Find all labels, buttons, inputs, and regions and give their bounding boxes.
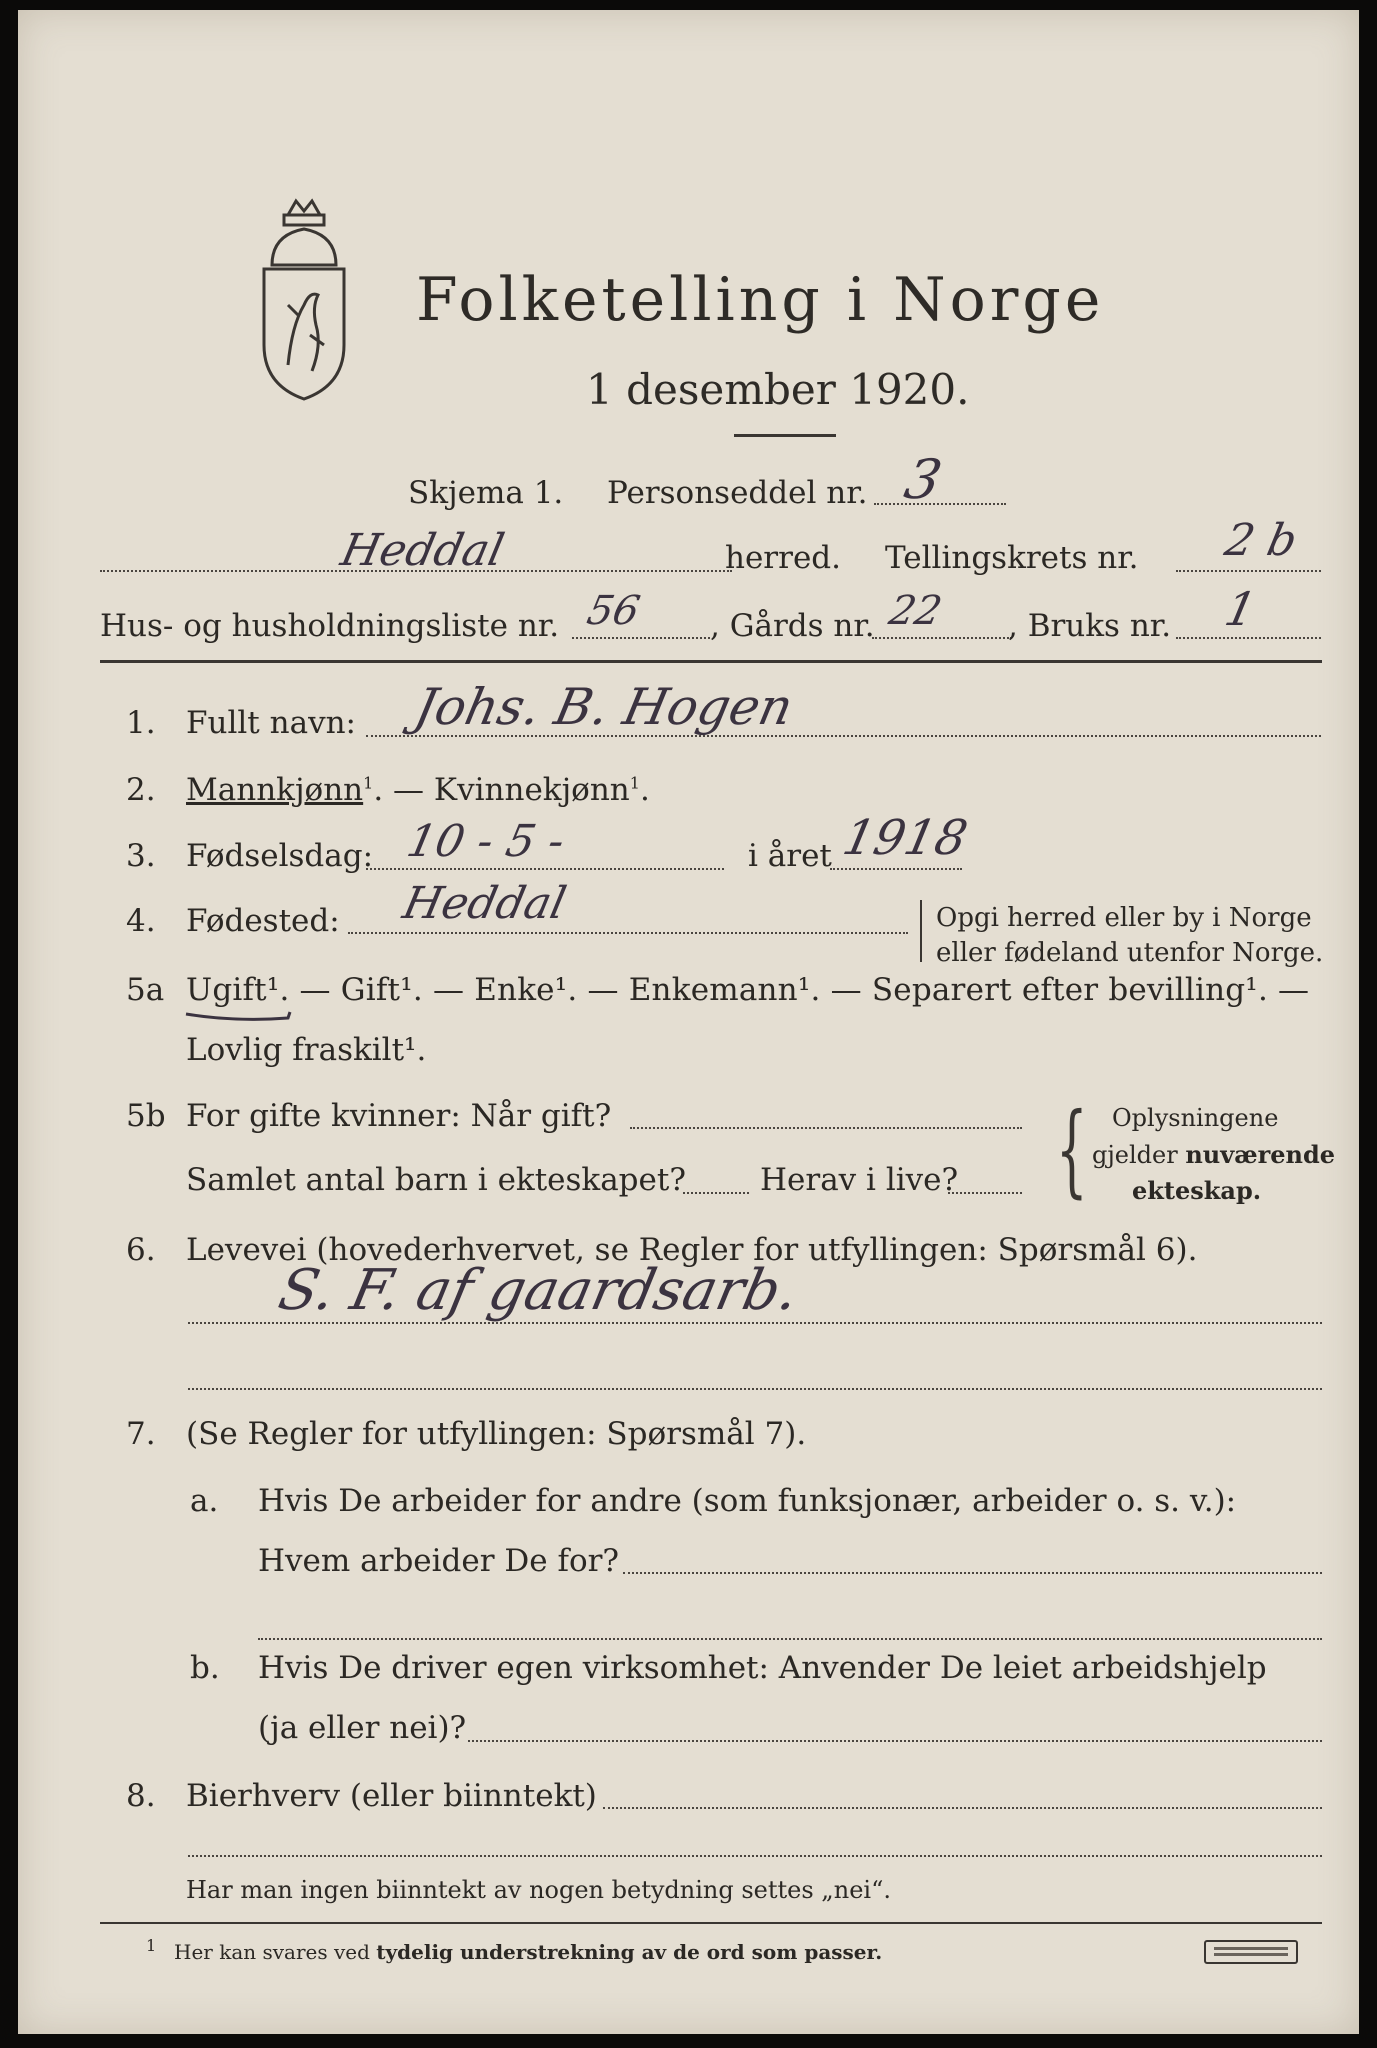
full-name-value: Johs. B. Hogen <box>409 678 799 736</box>
birth-year-value: 1918 <box>838 810 973 866</box>
herred-label: herred. <box>725 540 841 576</box>
employer-label: Hvem arbeider De for? <box>258 1543 620 1579</box>
q4-label: Fødested: <box>186 903 340 939</box>
q5b-number: 5b <box>126 1098 166 1134</box>
footnote-divider <box>100 1922 1322 1924</box>
q5a-number: 5a <box>126 972 165 1008</box>
q6-number: 6. <box>126 1232 156 1268</box>
gards-value: 22 <box>885 588 946 634</box>
birthdate-field[interactable] <box>366 868 724 870</box>
occupation-label: Levevei (hovederhvervet, se Regler for utfyllingen: Spørsmål 6). <box>186 1232 1198 1268</box>
personseddel-label: Personseddel nr. <box>607 475 868 511</box>
footnote-mark: 1 <box>146 1936 157 1955</box>
side-income-field-2[interactable] <box>188 1855 1322 1857</box>
married-when-field[interactable] <box>630 1127 1022 1129</box>
marital-status-options[interactable]: Ugift¹. — Gift¹. — Enke¹. — Enkemann¹. — Separert efter bevilling¹. — <box>186 972 1310 1008</box>
tellingskrets-field[interactable] <box>1176 570 1321 572</box>
occupation-value: S. F. af gaardsarb. <box>273 1258 805 1323</box>
bruks-value: 1 <box>1220 582 1262 636</box>
hus-value: 56 <box>583 588 644 634</box>
tellingskrets-label: Tellingskrets nr. <box>885 540 1139 576</box>
q2-options <box>186 772 650 808</box>
employer-field-1[interactable] <box>623 1572 1322 1574</box>
footnote-ref: 1 <box>629 773 640 793</box>
gender-female-option[interactable]: Kvinnekjønn <box>433 772 630 808</box>
q4-number: 4. <box>126 903 156 939</box>
marriage-note-2b: nuværende <box>1185 1140 1336 1169</box>
footnote-text-b: tydelig understrekning av de ord som passer. <box>376 1940 883 1964</box>
footnote-ref: 1 <box>363 773 374 793</box>
option-end: . <box>639 772 650 808</box>
marriage-note-3: ekteskap. <box>1132 1176 1262 1205</box>
bruks-label: , Bruks nr. <box>1008 608 1172 644</box>
side-income-note: Har man ingen biinntekt av nogen betydning settes „nei“. <box>186 1876 891 1904</box>
q7-number: 7. <box>126 1416 156 1452</box>
hired-help-field[interactable] <box>468 1740 1322 1742</box>
coat-of-arms-icon <box>258 195 350 403</box>
children-count-field[interactable] <box>683 1192 749 1194</box>
printer-stamp-icon <box>1204 1940 1298 1964</box>
birth-year-label: i året <box>748 838 832 874</box>
side-income-label: Bierhverv (eller biinntekt) <box>186 1778 597 1814</box>
schema-label: Skjema 1. <box>408 475 564 511</box>
birthplace-note-1: Opgi herred eller by i Norge <box>936 903 1312 933</box>
q8-number: 8. <box>126 1778 156 1814</box>
title-divider <box>734 434 836 437</box>
option-separator: . — <box>373 772 425 808</box>
birthdate-value: 10 - 5 - <box>402 816 570 867</box>
q3-label: Fødselsdag: <box>186 838 374 874</box>
birth-year-field[interactable] <box>830 868 962 870</box>
gender-male-option[interactable]: Mannkjønn <box>186 772 364 808</box>
birthplace-field[interactable] <box>348 932 908 934</box>
marital-status-options-2[interactable]: Lovlig fraskilt¹. <box>186 1032 427 1068</box>
q1-number: 1. <box>126 705 156 741</box>
hired-help-label: (ja eller nei)? <box>258 1710 467 1746</box>
gards-label: , Gårds nr. <box>710 608 875 644</box>
q7b-line1: Hvis De driver egen virksomhet: Anvender De leiet arbeidshjelp <box>258 1650 1267 1686</box>
marriage-note-brace: { <box>1055 1091 1088 1208</box>
q7b-number: b. <box>190 1650 220 1686</box>
children-alive-field[interactable] <box>948 1192 1022 1194</box>
personseddel-field[interactable] <box>874 503 1006 505</box>
q7a-line1: Hvis De arbeider for andre (som funksjonær, arbeider o. s. v.): <box>258 1483 1237 1519</box>
marriage-note-1: Oplysningene <box>1112 1104 1279 1132</box>
marriage-note-2a: gjelder <box>1092 1141 1186 1169</box>
married-when-label: For gifte kvinner: Når gift? <box>186 1098 612 1134</box>
birthplace-value: Heddal <box>398 878 571 929</box>
q7a-number: a. <box>190 1483 219 1519</box>
side-income-field-1[interactable] <box>603 1807 1322 1809</box>
q7-label: (Se Regler for utfyllingen: Spørsmål 7). <box>186 1416 807 1452</box>
herred-value: Heddal <box>336 525 509 576</box>
tellingskrets-value: 2 b <box>1220 515 1302 566</box>
page-title: Folketelling i Norge <box>416 265 1105 335</box>
birthplace-note-bracket <box>920 900 922 962</box>
children-count-label: Samlet antal barn i ekteskapet? <box>186 1162 686 1198</box>
bruks-field[interactable] <box>1176 637 1321 639</box>
personseddel-value: 3 <box>899 448 948 511</box>
marriage-note-2 <box>1092 1140 1335 1169</box>
children-alive-label: Herav i live? <box>760 1162 959 1198</box>
gards-field[interactable] <box>872 637 1012 639</box>
occupation-field-2[interactable] <box>188 1388 1322 1390</box>
header-divider <box>100 660 1322 663</box>
q3-number: 3. <box>126 838 156 874</box>
hus-label: Hus- og husholdningsliste nr. <box>100 608 560 644</box>
footnote-text <box>174 1940 882 1964</box>
census-date: 1 desember 1920. <box>586 365 970 414</box>
q2-number: 2. <box>126 772 156 808</box>
birthplace-note-2: eller fødeland utenfor Norge. <box>936 938 1324 968</box>
q1-label: Fullt navn: <box>186 705 356 741</box>
employer-field-2[interactable] <box>258 1638 1322 1640</box>
census-form-page <box>18 10 1359 2034</box>
hus-field[interactable] <box>572 637 710 639</box>
footnote-text-a: Her kan svares ved <box>174 1940 377 1964</box>
ugift-underline-mark <box>184 1010 294 1026</box>
